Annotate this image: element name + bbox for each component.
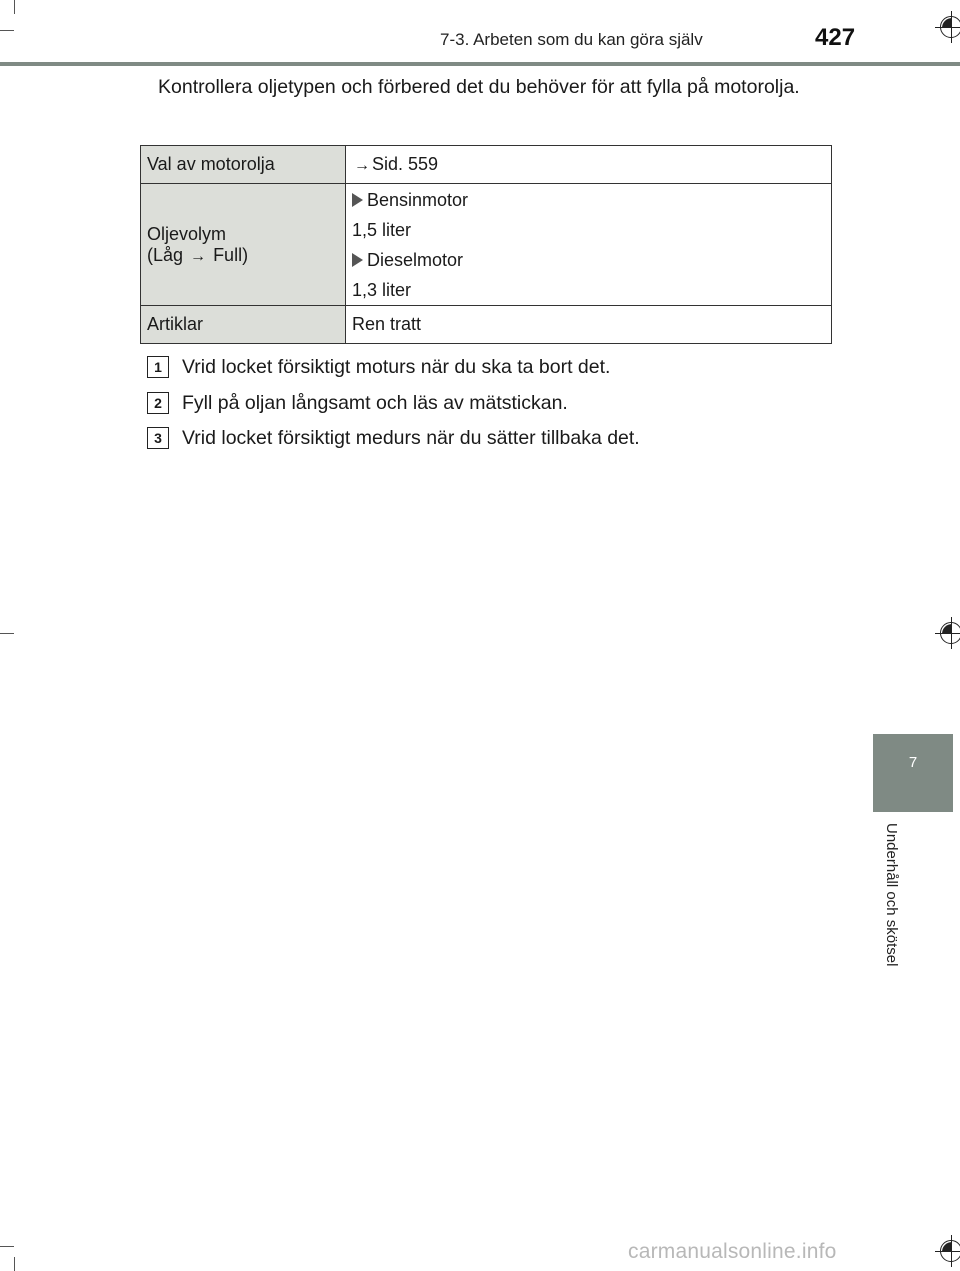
intro-paragraph: Kontrollera oljetypen och förbered det du behöver för att fylla på motorolja. bbox=[158, 76, 800, 98]
table-value-oil-selection bbox=[346, 146, 832, 184]
chapter-number: 7 bbox=[908, 754, 918, 771]
range-full: Full) bbox=[213, 244, 249, 265]
watermark: carmanualsonline.info bbox=[628, 1240, 837, 1263]
table-row bbox=[141, 146, 832, 184]
crop-mark bbox=[0, 1246, 14, 1247]
section-title: 7-3. Arbeten som du kan göra själv bbox=[440, 30, 703, 49]
table-row bbox=[141, 184, 832, 306]
registration-mark-icon bbox=[940, 622, 960, 644]
petrol-heading bbox=[352, 187, 825, 213]
table-value-oil-volume bbox=[346, 184, 832, 306]
crop-mark bbox=[0, 633, 14, 634]
table-label-oil-volume bbox=[141, 184, 346, 306]
diesel-heading bbox=[352, 247, 825, 273]
arrow-right-icon: → bbox=[190, 247, 207, 265]
page-number: 427 bbox=[815, 24, 856, 51]
registration-mark-icon bbox=[940, 1240, 960, 1262]
page-reference[interactable]: Sid. 559 bbox=[372, 154, 439, 174]
triangle-right-icon bbox=[352, 193, 363, 207]
oil-volume-range bbox=[147, 245, 339, 266]
crop-mark bbox=[14, 0, 15, 14]
step-text: Fyll på oljan långsamt och läs av mätstickan. bbox=[182, 391, 568, 414]
step-text: Vrid locket försiktigt moturs när du ska ta bort det. bbox=[182, 355, 611, 378]
table-row bbox=[141, 306, 832, 344]
chapter-label bbox=[880, 823, 902, 1008]
oil-spec-table bbox=[140, 145, 832, 344]
header-rule bbox=[0, 62, 960, 66]
step-3 bbox=[147, 425, 640, 451]
triangle-right-icon bbox=[352, 253, 363, 267]
table-label-oil-selection: Val av motorolja bbox=[141, 146, 346, 184]
chapter-tab[interactable] bbox=[873, 734, 953, 812]
crop-mark bbox=[14, 1257, 15, 1271]
oil-volume-label: Oljevolym bbox=[147, 223, 227, 244]
crop-mark bbox=[0, 30, 14, 31]
table-value-items: Ren tratt bbox=[346, 306, 832, 344]
step-number-badge: 1 bbox=[147, 356, 169, 378]
step-number-badge: 2 bbox=[147, 392, 169, 414]
diesel-value: 1,3 liter bbox=[352, 279, 412, 300]
registration-mark-icon bbox=[940, 16, 960, 38]
chapter-label-text: Underhåll och skötsel bbox=[883, 823, 900, 967]
diesel-label: Dieselmotor bbox=[367, 249, 464, 270]
arrow-right-icon: → bbox=[354, 157, 370, 174]
step-2 bbox=[147, 390, 568, 416]
step-text: Vrid locket försiktigt medurs när du sätter tillbaka det. bbox=[182, 426, 640, 449]
step-number-badge: 3 bbox=[147, 427, 169, 449]
step-1 bbox=[147, 354, 610, 380]
table-label-items: Artiklar bbox=[141, 306, 346, 344]
petrol-value: 1,5 liter bbox=[352, 219, 412, 240]
range-low: (Låg bbox=[147, 244, 184, 265]
petrol-label: Bensinmotor bbox=[367, 189, 469, 210]
